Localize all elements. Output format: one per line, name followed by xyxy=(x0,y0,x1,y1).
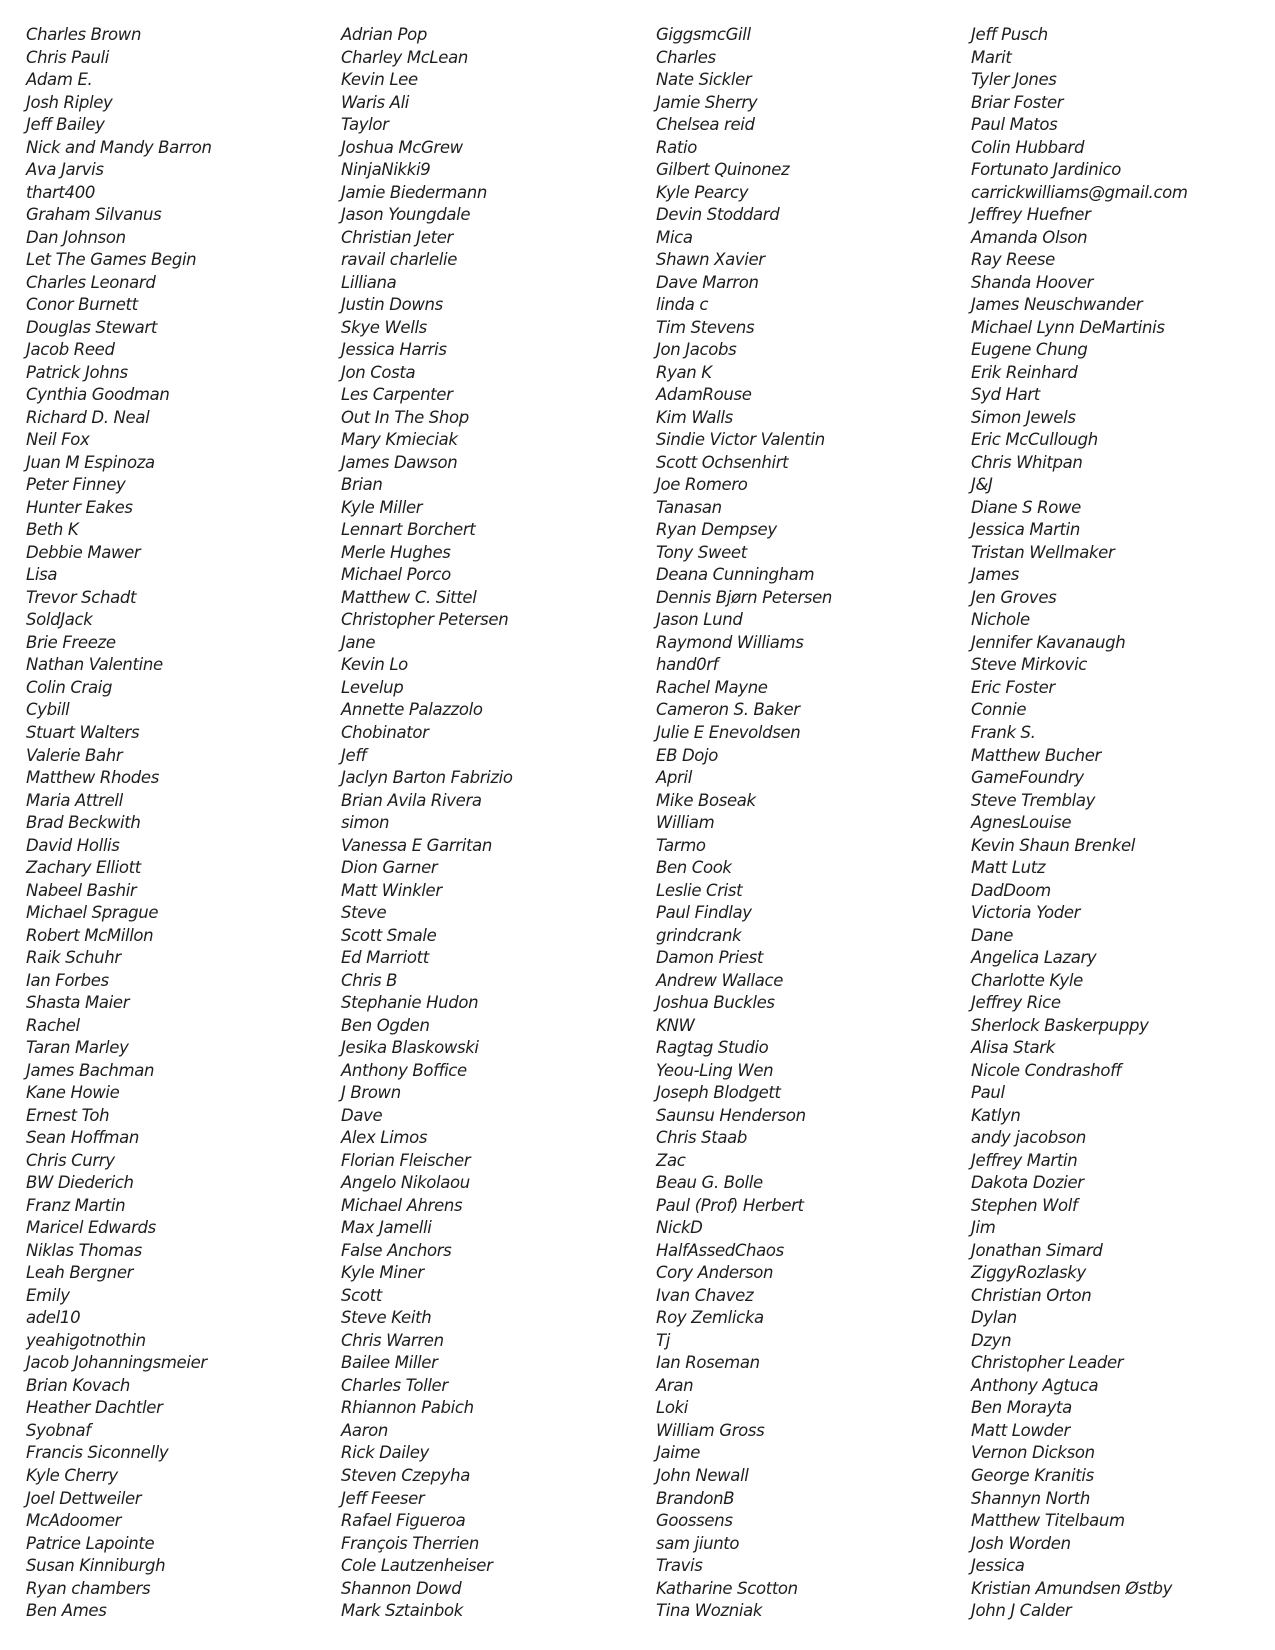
backer-name: Robert McMillon xyxy=(26,925,154,945)
backer-name: Kyle Pearcy xyxy=(656,182,749,202)
backer-name: Connie xyxy=(971,700,1027,720)
backer-name: Charlotte Kyle xyxy=(971,970,1083,990)
backer-name: Josh Worden xyxy=(971,1533,1071,1553)
backer-name: Matthew C. Sittel xyxy=(341,587,477,607)
backer-name: Charles Brown xyxy=(26,25,142,44)
backer-name: Ben Morayta xyxy=(971,1398,1072,1418)
backer-name: Levelup xyxy=(341,677,404,697)
backer-name: Andrew Wallace xyxy=(656,970,784,990)
backer-name: BW Diederich xyxy=(26,1173,134,1193)
backer-name: Kyle Miner xyxy=(341,1263,424,1283)
backer-name: Valerie Bahr xyxy=(26,745,123,765)
backer-name: Marit xyxy=(971,47,1012,67)
backer-name: Jeff xyxy=(341,745,367,765)
backer-name: Mike Boseak xyxy=(656,790,756,810)
backer-name: Nicole Condrashoff xyxy=(971,1060,1121,1080)
backer-name: Matthew Rhodes xyxy=(26,768,159,788)
backer-name: Jamie Biedermann xyxy=(341,182,487,202)
backer-name: Michael Lynn DeMartinis xyxy=(971,317,1165,337)
backer-name: Matthew Bucher xyxy=(971,745,1101,765)
backer-name: Brian Avila Rivera xyxy=(341,790,482,810)
backer-name: Trevor Schadt xyxy=(26,587,137,607)
backer-name: Adam E. xyxy=(26,70,93,90)
backer-name: Charles Toller xyxy=(341,1375,448,1395)
backer-name: NinjaNikki9 xyxy=(341,160,431,180)
backer-name: James Dawson xyxy=(341,452,458,472)
backer-name: Hunter Eakes xyxy=(26,497,133,517)
backer-name: Chris Warren xyxy=(341,1330,444,1350)
backer-name: Angelica Lazary xyxy=(971,948,1097,968)
backer-name: Jeffrey Rice xyxy=(971,993,1061,1013)
backer-name: Alex Limos xyxy=(341,1128,428,1148)
backer-name: Jason Youngdale xyxy=(341,205,471,225)
backer-name: Neil Fox xyxy=(26,430,90,450)
backer-name: Jeffrey Huefner xyxy=(971,205,1091,225)
backer-name: Joshua Buckles xyxy=(656,993,775,1013)
backer-name: Rick Dailey xyxy=(341,1443,429,1463)
backer-name: Ernest Toh xyxy=(26,1105,110,1125)
backer-name: Eugene Chung xyxy=(971,340,1088,360)
backer-name: Taylor xyxy=(341,115,389,135)
backer-name: Steve Tremblay xyxy=(971,790,1096,810)
backer-name: Max Jamelli xyxy=(341,1218,432,1238)
backer-name: grindcrank xyxy=(656,925,742,945)
backer-name: Jacob Johanningsmeier xyxy=(26,1353,207,1373)
backer-name: Raymond Williams xyxy=(656,632,804,652)
backer-name: Rachel xyxy=(26,1015,80,1035)
backer-name: Simon Jewels xyxy=(971,407,1076,427)
backer-name: Jennifer Kavanaugh xyxy=(971,632,1126,652)
backer-name: Shannon Dowd xyxy=(341,1578,462,1598)
backer-name: Jesika Blaskowski xyxy=(341,1038,479,1058)
backer-name: SoldJack xyxy=(26,610,93,630)
name-column-4 xyxy=(971,24,1271,1623)
backer-name: Matthew Titelbaum xyxy=(971,1511,1125,1531)
backer-name: Raik Schuhr xyxy=(26,948,121,968)
backer-name: Anthony Agtuca xyxy=(971,1375,1099,1395)
backer-name: Frank S. xyxy=(971,722,1036,742)
backer-name: Justin Downs xyxy=(341,295,443,315)
backer-name: Jonathan Simard xyxy=(971,1240,1103,1260)
backer-name: AdamRouse xyxy=(656,385,752,405)
backer-name: Sherlock Baskerpuppy xyxy=(971,1015,1149,1035)
backer-name: Kyle Cherry xyxy=(26,1466,118,1485)
backer-name: Joe Romero xyxy=(656,475,748,495)
backer-name: Niklas Thomas xyxy=(26,1240,142,1260)
backer-name: thart400 xyxy=(26,182,95,202)
backer-name: Yeou-Ling Wen xyxy=(656,1060,774,1080)
backer-name: simon xyxy=(341,813,390,833)
backer-name: Ben Cook xyxy=(656,858,732,878)
backer-name: Saunsu Henderson xyxy=(656,1105,806,1125)
name-column-1 xyxy=(26,24,326,1623)
backer-name: Cory Anderson xyxy=(656,1263,774,1283)
backer-name: Steve xyxy=(341,903,387,923)
backer-name: Alisa Stark xyxy=(971,1038,1055,1058)
backer-name: Lisa xyxy=(26,565,58,585)
backer-name: Jeff Feeser xyxy=(341,1488,425,1508)
backer-name: Kyle Miller xyxy=(341,497,423,517)
backer-name: Jane xyxy=(341,632,376,652)
backer-name: Ben Ames xyxy=(26,1601,107,1621)
backer-name: Diane S Rowe xyxy=(971,497,1081,517)
backer-name: Kevin Lo xyxy=(341,655,408,675)
backer-name: Kane Howie xyxy=(26,1083,120,1103)
backer-name: Peter Finney xyxy=(26,475,126,495)
backer-name: linda c xyxy=(656,295,709,315)
backer-name: Gilbert Quinonez xyxy=(656,160,790,180)
backer-name: KNW xyxy=(656,1015,695,1035)
backer-name: Aaron xyxy=(341,1420,388,1440)
backer-name: Anthony Boffice xyxy=(341,1060,467,1080)
backer-name: BrandonB xyxy=(656,1488,735,1508)
backer-name: François Therrien xyxy=(341,1533,479,1553)
backer-name: Jon Jacobs xyxy=(656,340,737,360)
backer-name: Lennart Borchert xyxy=(341,520,476,540)
backer-name: Tj xyxy=(656,1330,670,1350)
backer-name: Rhiannon Pabich xyxy=(341,1398,474,1418)
backer-name: Tanasan xyxy=(656,497,722,517)
backer-name: Nichole xyxy=(971,610,1030,630)
backer-name: Chris B xyxy=(341,970,398,990)
backer-name: NickD xyxy=(656,1218,703,1238)
backer-name: Ian Forbes xyxy=(26,970,109,990)
backer-name: Taran Marley xyxy=(26,1038,129,1058)
backer-name: J Brown xyxy=(341,1083,401,1103)
backer-name: Travis xyxy=(656,1556,703,1576)
backer-name: Devin Stoddard xyxy=(656,205,780,225)
backer-name: Jessica xyxy=(971,1556,1025,1576)
backer-name: Paul (Prof) Herbert xyxy=(656,1195,804,1215)
backer-name: James Bachman xyxy=(26,1060,155,1080)
backer-name: Mark Sztainbok xyxy=(341,1601,463,1621)
backer-name: Nick and Mandy Barron xyxy=(26,137,212,157)
backer-name: Colin Craig xyxy=(26,677,113,697)
backer-name: ravail charlelie xyxy=(341,250,458,270)
backer-name: Briar Foster xyxy=(971,92,1064,112)
backer-name: Dave xyxy=(341,1105,383,1125)
backer-name: Jeff Pusch xyxy=(971,25,1048,44)
backer-name: Bailee Miller xyxy=(341,1353,438,1373)
backer-name: Joshua McGrew xyxy=(341,137,463,157)
backer-name: Brian xyxy=(341,475,383,495)
backer-name: Mica xyxy=(656,227,693,247)
backer-name: Ben Ogden xyxy=(341,1015,430,1035)
backer-name: Dakota Dozier xyxy=(971,1173,1084,1193)
backer-name: Ryan K xyxy=(656,362,712,382)
backer-name: Conor Burnett xyxy=(26,295,138,315)
backer-name: Dion Garner xyxy=(341,858,438,878)
backer-name: Adrian Pop xyxy=(341,25,427,44)
backer-name: Stephen Wolf xyxy=(971,1195,1078,1215)
name-column-3 xyxy=(656,24,956,1623)
backer-name: Damon Priest xyxy=(656,948,764,968)
backer-name: Kevin Shaun Brenkel xyxy=(971,835,1135,855)
backer-name: Deana Cunningham xyxy=(656,565,815,585)
backer-name: Annette Palazzolo xyxy=(341,700,483,720)
backer-name: Christopher Leader xyxy=(971,1353,1124,1373)
backer-name: Shannyn North xyxy=(971,1488,1091,1508)
backer-name: Steve Mirkovic xyxy=(971,655,1088,675)
backer-name: Stephanie Hudon xyxy=(341,993,479,1013)
backer-name: Brad Beckwith xyxy=(26,813,141,833)
backer-name: Angelo Nikolaou xyxy=(341,1173,470,1193)
backer-name: Merle Hughes xyxy=(341,542,451,562)
backer-name: Graham Silvanus xyxy=(26,205,162,225)
backer-name: Zachary Elliott xyxy=(26,858,141,878)
backer-name: Ian Roseman xyxy=(656,1353,760,1373)
backer-name: Paul Findlay xyxy=(656,903,752,923)
backer-name: Charley McLean xyxy=(341,47,468,67)
backer-name: Brian Kovach xyxy=(26,1375,131,1395)
backer-name: Waris Ali xyxy=(341,92,410,112)
backer-name: Goossens xyxy=(656,1511,733,1531)
backer-name: Christopher Petersen xyxy=(341,610,509,630)
backer-name: Ed Marriott xyxy=(341,948,429,968)
backer-name: Amanda Olson xyxy=(971,227,1088,247)
backer-name: Roy Zemlicka xyxy=(656,1308,764,1328)
backer-name: Dan Johnson xyxy=(26,227,126,247)
backer-name: Loki xyxy=(656,1398,689,1418)
backer-name: Michael Ahrens xyxy=(341,1195,463,1215)
backer-name: Juan M Espinoza xyxy=(26,452,155,472)
backer-name: Kim Walls xyxy=(656,407,733,427)
backer-name: Chobinator xyxy=(341,722,429,742)
backer-name: Kristian Amundsen Østby xyxy=(971,1578,1173,1598)
backer-name: Steven Czepyha xyxy=(341,1466,470,1485)
backer-name: Dane xyxy=(971,925,1014,945)
backer-name: Cybill xyxy=(26,700,70,720)
backer-name: Jamie Sherry xyxy=(656,92,758,112)
backer-name: Lilliana xyxy=(341,272,397,292)
backer-name: hand0rf xyxy=(656,655,719,675)
backer-name: Dennis Bjørn Petersen xyxy=(656,587,833,607)
backer-name: Ryan chambers xyxy=(26,1578,151,1598)
backer-name: April xyxy=(656,768,692,788)
backer-name: Tyler Jones xyxy=(971,70,1057,90)
backer-name: William Gross xyxy=(656,1420,765,1440)
backer-name: Shanda Hoover xyxy=(971,272,1094,292)
backer-name: Jessica Martin xyxy=(971,520,1080,540)
backer-name: EB Dojo xyxy=(656,745,719,765)
backer-name: Beth K xyxy=(26,520,79,540)
backer-name: AgnesLouise xyxy=(971,813,1072,833)
backer-name: Tony Sweet xyxy=(656,542,747,562)
backer-name: Katharine Scotton xyxy=(656,1578,798,1598)
backer-name: Aran xyxy=(656,1375,694,1395)
backer-name: Douglas Stewart xyxy=(26,317,157,337)
backer-name: James xyxy=(971,565,1020,585)
backer-name: Ray Reese xyxy=(971,250,1055,270)
backer-name: Paul xyxy=(971,1083,1005,1103)
backer-name: Jacob Reed xyxy=(26,340,115,360)
backer-name: Maricel Edwards xyxy=(26,1218,156,1238)
backer-name: Chris Pauli xyxy=(26,47,110,67)
backer-name: William xyxy=(656,813,715,833)
backer-name: James Neuschwander xyxy=(971,295,1143,315)
backer-name: Skye Wells xyxy=(341,317,427,337)
backer-name: Nabeel Bashir xyxy=(26,880,137,900)
backer-name: Brie Freeze xyxy=(26,632,116,652)
backer-name: GameFoundry xyxy=(971,768,1084,788)
backer-name: Cole Lautzenheiser xyxy=(341,1556,493,1576)
backer-name: Charles xyxy=(656,47,716,67)
backer-name: Leslie Crist xyxy=(656,880,743,900)
backer-name: Dzyn xyxy=(971,1330,1012,1350)
backer-name: Dylan xyxy=(971,1308,1017,1328)
backer-name: Ivan Chavez xyxy=(656,1285,754,1305)
backer-name: Rachel Mayne xyxy=(656,677,768,697)
backer-name: Paul Matos xyxy=(971,115,1058,135)
backer-name: Ava Jarvis xyxy=(26,160,104,180)
backer-name: Jon Costa xyxy=(341,362,416,382)
backer-name: Richard D. Neal xyxy=(26,407,150,427)
backer-name: Eric Foster xyxy=(971,677,1055,697)
backer-name: Michael Porco xyxy=(341,565,451,585)
backer-name: Vanessa E Garritan xyxy=(341,835,492,855)
backer-name: Rafael Figueroa xyxy=(341,1511,466,1531)
backer-name: carrickwilliams@gmail.com xyxy=(971,182,1188,202)
backer-name: Sean Hoffman xyxy=(26,1128,140,1148)
backer-name: Cynthia Goodman xyxy=(26,385,170,405)
backer-name: Jim xyxy=(971,1218,996,1238)
backer-name: Syobnaf xyxy=(26,1420,91,1440)
backer-name: Matt Lowder xyxy=(971,1420,1070,1440)
backer-name: sam jiunto xyxy=(656,1533,740,1553)
backer-name: Patrice Lapointe xyxy=(26,1533,155,1553)
backer-name: David Hollis xyxy=(26,835,120,855)
backer-name: Ryan Dempsey xyxy=(656,520,777,540)
backer-name: Erik Reinhard xyxy=(971,362,1078,382)
backer-name: Vernon Dickson xyxy=(971,1443,1095,1463)
backer-name: Chris Whitpan xyxy=(971,452,1083,472)
backer-name: Matt Winkler xyxy=(341,880,442,900)
backer-name: Michael Sprague xyxy=(26,903,159,923)
backer-name: Charles Leonard xyxy=(26,272,156,292)
backer-name: Joel Dettweiler xyxy=(26,1488,142,1508)
backer-name: Zac xyxy=(656,1150,686,1170)
backer-name: Jen Groves xyxy=(971,587,1057,607)
backer-name: Dave Marron xyxy=(656,272,759,292)
backer-name: Tristan Wellmaker xyxy=(971,542,1115,562)
backer-name: Katlyn xyxy=(971,1105,1021,1125)
backer-name: Heather Dachtler xyxy=(26,1398,163,1418)
backer-name: Ratio xyxy=(656,137,697,157)
backer-name: Les Carpenter xyxy=(341,385,453,405)
backer-name: Scott xyxy=(341,1285,382,1305)
backer-name: Jaime xyxy=(656,1443,701,1463)
backer-name: Matt Lutz xyxy=(971,858,1046,878)
backer-name: Beau G. Bolle xyxy=(656,1173,763,1193)
backer-name: Jessica Harris xyxy=(341,340,447,360)
backer-name: Leah Bergner xyxy=(26,1263,134,1283)
backer-name: Out In The Shop xyxy=(341,407,469,427)
backer-name: Stuart Walters xyxy=(26,722,140,742)
backer-name: Colin Hubbard xyxy=(971,137,1085,157)
backer-name: Steve Keith xyxy=(341,1308,432,1328)
backer-name: Chelsea reid xyxy=(656,115,755,135)
backer-name: False Anchors xyxy=(341,1240,452,1260)
backer-name: Victoria Yoder xyxy=(971,903,1081,923)
backer-name: Debbie Mawer xyxy=(26,542,141,562)
backer-name: Tarmo xyxy=(656,835,706,855)
backer-name: Josh Ripley xyxy=(26,92,113,112)
backer-name: Shawn Xavier xyxy=(656,250,765,270)
backer-name: DadDoom xyxy=(971,880,1051,900)
backer-name: Eric McCullough xyxy=(971,430,1098,450)
backer-name: Nate Sickler xyxy=(656,70,752,90)
backer-name: yeahigotnothin xyxy=(26,1330,146,1350)
backer-name: Jason Lund xyxy=(656,610,743,630)
backer-name: Kevin Lee xyxy=(341,70,418,90)
backer-name: HalfAssedChaos xyxy=(656,1240,784,1260)
backer-name: Jaclyn Barton Fabrizio xyxy=(341,768,513,788)
backer-name: Christian Jeter xyxy=(341,227,453,247)
backer-name: Nathan Valentine xyxy=(26,655,163,675)
backer-name: John Newall xyxy=(656,1466,749,1485)
backer-name: Sindie Victor Valentin xyxy=(656,430,825,450)
backer-name: Franz Martin xyxy=(26,1195,126,1215)
backer-name: George Kranitis xyxy=(971,1466,1094,1485)
backer-name: Tina Wozniak xyxy=(656,1601,763,1621)
name-column-2 xyxy=(341,24,641,1623)
backer-name: Maria Attrell xyxy=(26,790,123,810)
backer-name: Susan Kinniburgh xyxy=(26,1556,166,1576)
backer-name: Syd Hart xyxy=(971,385,1040,405)
backer-name: Chris Staab xyxy=(656,1128,747,1148)
backer-name: Shasta Maier xyxy=(26,993,130,1013)
backer-name: Florian Fleischer xyxy=(341,1150,471,1170)
backer-name: Fortunato Jardinico xyxy=(971,160,1122,180)
backer-name: Joseph Blodgett xyxy=(656,1083,781,1103)
backer-name: Scott Smale xyxy=(341,925,437,945)
backer-name: Francis Siconnelly xyxy=(26,1443,169,1463)
backer-name: adel10 xyxy=(26,1308,81,1328)
backer-name: Julie E Enevoldsen xyxy=(656,722,801,742)
backer-name: Mary Kmieciak xyxy=(341,430,458,450)
backer-name: Chris Curry xyxy=(26,1150,115,1170)
backer-name: Emily xyxy=(26,1285,70,1305)
backer-name: Scott Ochsenhirt xyxy=(656,452,789,472)
backer-name: Jeff Bailey xyxy=(26,115,105,135)
backer-name: John J Calder xyxy=(971,1601,1072,1621)
backer-name: Ragtag Studio xyxy=(656,1038,769,1058)
backer-name: andy jacobson xyxy=(971,1128,1086,1148)
backer-name: Let The Games Begin xyxy=(26,250,197,270)
backer-name: ZiggyRozlasky xyxy=(971,1263,1086,1283)
backer-name: GiggsmcGill xyxy=(656,25,751,44)
backer-name: Cameron S. Baker xyxy=(656,700,800,720)
backer-name: J&J xyxy=(971,475,993,495)
backer-name: McAdoomer xyxy=(26,1511,122,1531)
backer-name: Patrick Johns xyxy=(26,362,128,382)
backer-name: Christian Orton xyxy=(971,1285,1092,1305)
backer-name: Tim Stevens xyxy=(656,317,755,337)
backer-name: Jeffrey Martin xyxy=(971,1150,1078,1170)
